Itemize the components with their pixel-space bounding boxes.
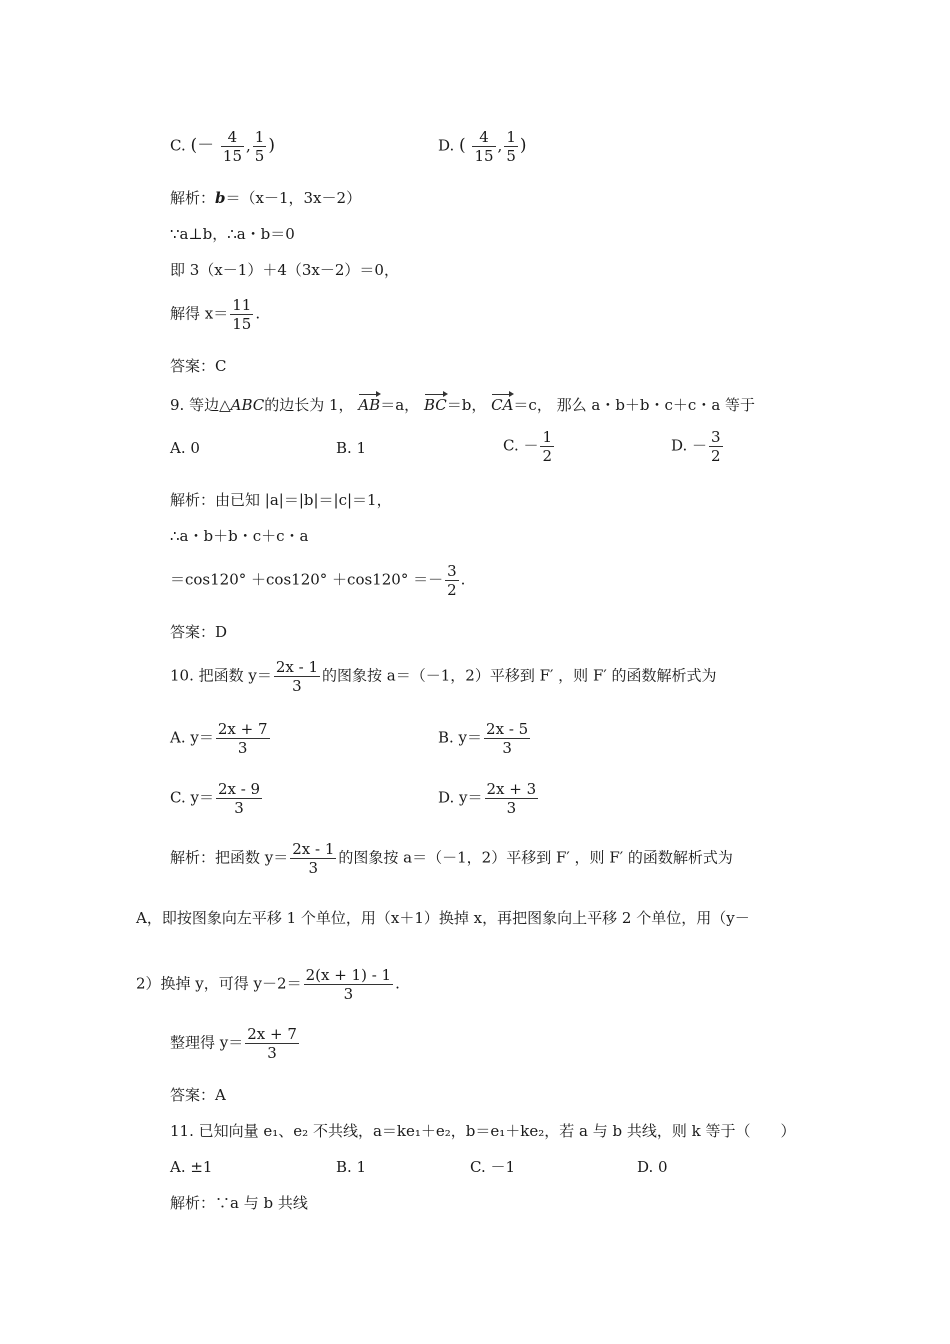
p8-solution-line4: 解得 x＝ $\frac{11}{15}$ . [170,296,261,333]
p11-solution-line1: 解析：∵a 与 b 共线 [170,1194,308,1212]
p8-solution-line1: 解析：b＝（x－1，3x－2） [170,189,362,207]
p9-solution-line2: ∴a・b＋b・c＋c・a [170,527,309,545]
p8-answer: 答案：C [170,357,227,375]
p11-stem: 11. 已知向量 e₁、e₂ 不共线，a＝ke₁＋e₂，b＝e₁＋ke₂，若 a 与 b 共线，则 k 等于（ ） [170,1122,796,1140]
p9-solution-line1: 解析：由已知 |a|＝|b|＝|c|＝1， [170,491,392,509]
p10-option-b: B. y＝ $\frac{2x - 5}{3}$ [438,720,529,757]
p10-option-a: A. y＝ $\frac{2x + 7}{3}$ [170,720,268,757]
p9-option-d: D. － $\frac{3}{2}$ [671,428,721,465]
p10-solution-line3: 2）换掉 y，可得 y－2＝ $\frac{2(x + 1) - 1}{3}$ . [136,966,400,1003]
p10-answer: 答案：A [170,1086,226,1104]
p8-option-c: C. (－ $\frac{4}{15}$ , $\frac{1}{5}$ ) [170,128,275,165]
p11-option-c: C. －1 [470,1158,516,1176]
p9-option-b: B. 1 [336,439,367,457]
p10-solution-line4: 整理得 y＝ $\frac{2x + 7}{3}$ [170,1025,297,1062]
p9-answer: 答案：D [170,623,228,641]
p8-solution-line2: ∵a⊥b，∴a・b＝0 [170,225,295,243]
p8-option-d: D. ( $\frac{4}{15}$ , $\frac{1}{5}$ ) [438,128,527,165]
p9-solution-line3: ＝cos120° ＋cos120° ＋cos120° ＝－ $\frac{3}{2}$ . [170,562,466,599]
p10-solution-line2: A，即按图象向左平移 1 个单位，用（x＋1）换掉 x，再把图象向上平移 2 个单位，用（y－ [136,909,750,927]
p11-option-a: A. ±1 [170,1158,213,1176]
p10-solution-line1: 解析：把函数 y＝ $\frac{2x - 1}{3}$ 的图象按 a＝（－1，2）平移到 F′ ，则 F′ 的函数解析式为 [170,840,733,877]
p10-stem: 10. 把函数 y＝ $\frac{2x - 1}{3}$ 的图象按 a＝（－1，2）平移到 F′ ，则 F′ 的函数解析式为 [170,658,717,695]
p11-option-b: B. 1 [336,1158,367,1176]
p9-option-c: C. － $\frac{1}{2}$ [503,428,553,465]
p10-option-d: D. y＝ $\frac{2x + 3}{3}$ [438,780,537,817]
p10-option-c: C. y＝ $\frac{2x - 9}{3}$ [170,780,261,817]
p11-option-d: D. 0 [637,1158,668,1176]
p9-stem: 9. 等边△ABC的边长为 1， AB＝a， BC＝b， CA＝c， 那么 a・b＋b・c＋c・a 等于 [170,391,755,415]
p8-solution-line3: 即 3（x－1）＋4（3x－2）＝0， [170,261,399,279]
p9-option-a: A. 0 [170,439,200,457]
